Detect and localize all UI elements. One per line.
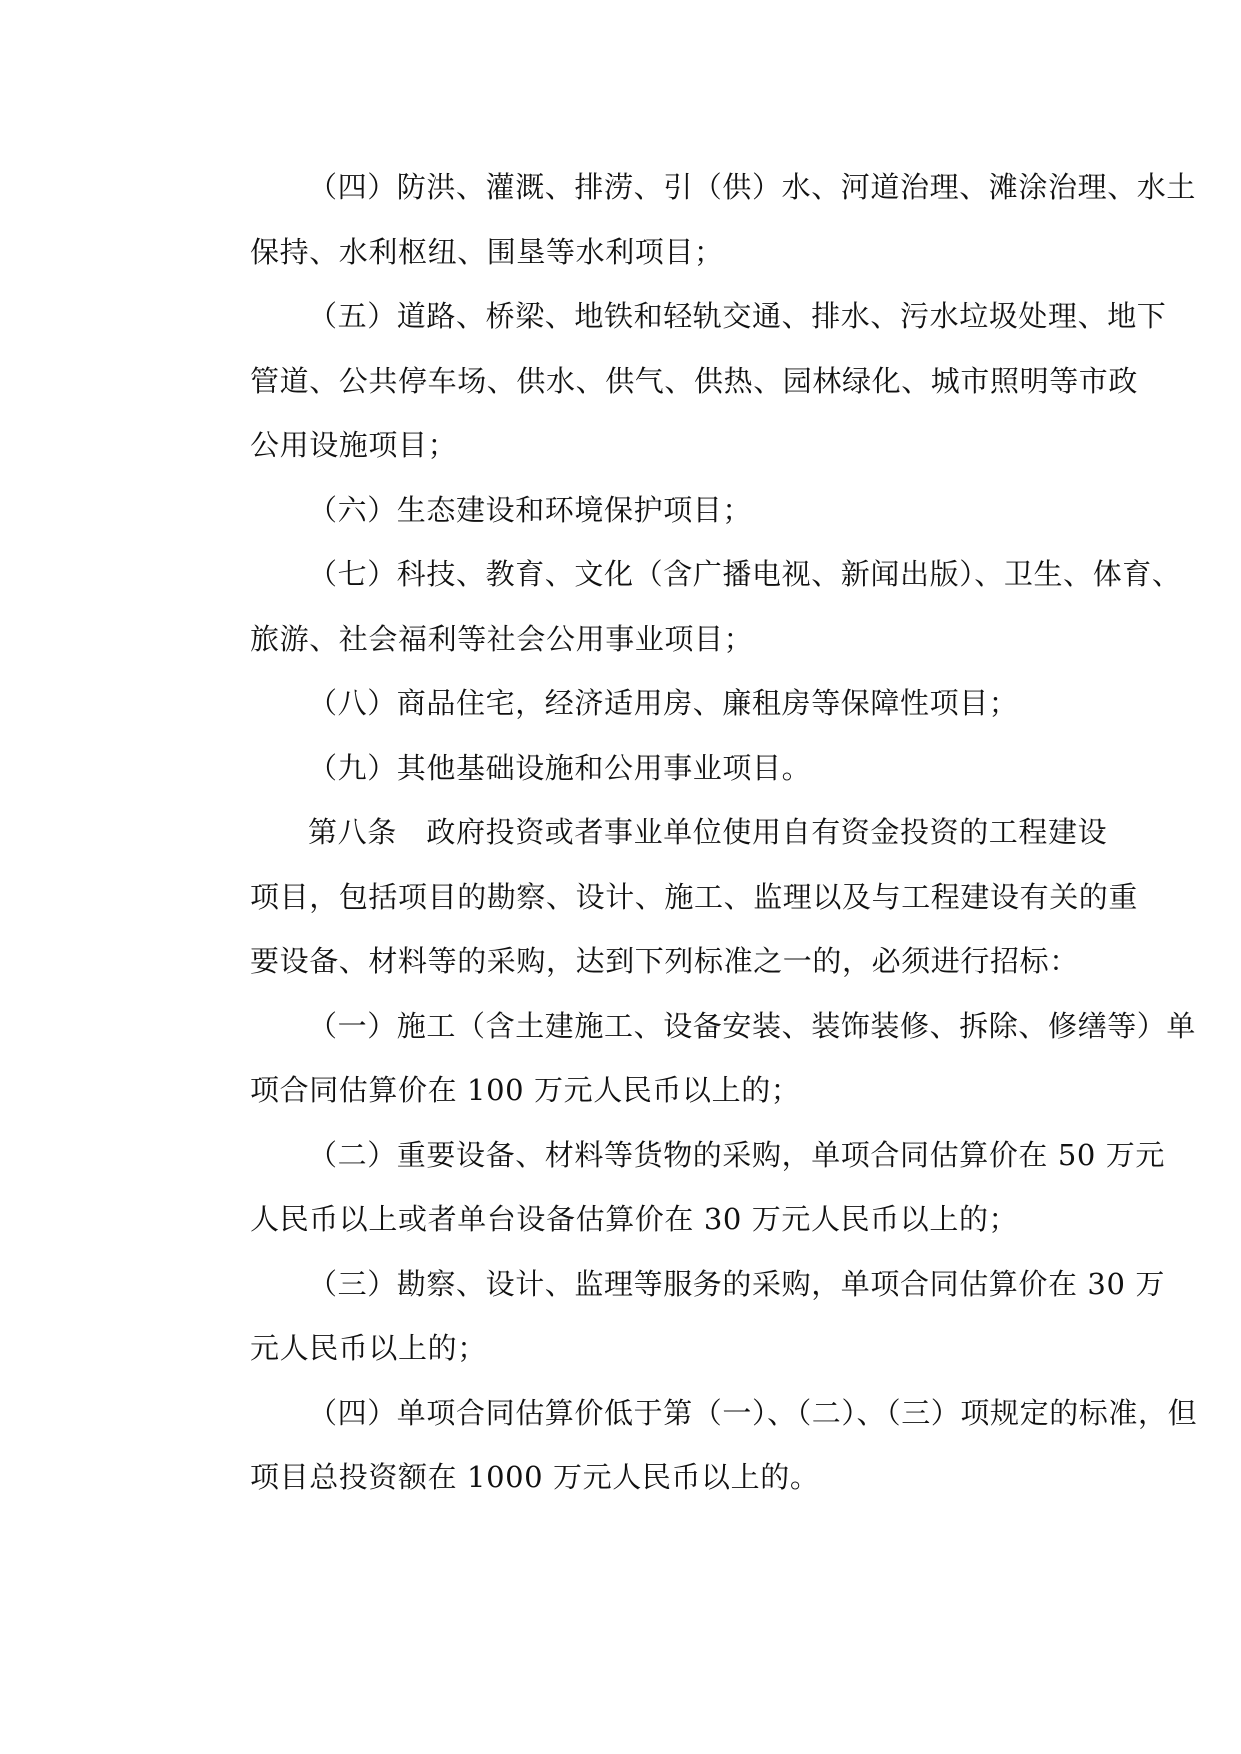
paragraph-line: （四）单项合同估算价低于第（一）、（二）、（三）项规定的标准，但: [308, 1395, 1198, 1430]
paragraph-item-5: [190, 284, 1167, 478]
paragraph-item-4: [190, 155, 1197, 284]
paragraph-line: 公用设施项目；: [250, 428, 458, 462]
paragraph-line: （四）防洪、灌溉、排涝、引（供）水、河道治理、滩涂治理、水土: [308, 170, 1197, 204]
paragraph-line: （七）科技、教育、文化（含广播电视、新闻出版）、卫生、体育、: [308, 557, 1182, 591]
article-8: [190, 800, 1139, 994]
paragraph-item-6: [190, 478, 1060, 543]
criterion-1: [190, 994, 1197, 1123]
paragraph-line: （二）重要设备、材料等货物的采购，单项合同估算价在 50 万元: [308, 1137, 1165, 1172]
paragraph-line: （一）施工（含土建施工、设备安装、装饰装修、拆除、修缮等）单: [308, 1008, 1197, 1043]
criterion-3: [190, 1252, 1165, 1381]
paragraph-line: （八）商品住宅，经济适用房、廉租房等保障性项目；: [308, 686, 1019, 720]
document-body: [190, 155, 1198, 1510]
paragraph-line: 要设备、材料等的采购，达到下列标准之一的，必须进行招标：: [250, 944, 1079, 978]
paragraph-item-8: [190, 671, 1060, 736]
criterion-2: [190, 1123, 1165, 1252]
criterion-4: [190, 1381, 1198, 1510]
paragraph-item-9: [190, 736, 1060, 801]
paragraph-line: （五）道路、桥梁、地铁和轻轨交通、排水、污水垃圾处理、地下: [308, 299, 1167, 333]
paragraph-line: 项目，包括项目的勘察、设计、施工、监理以及与工程建设有关的重: [250, 879, 1139, 914]
paragraph-line: 项目总投资额在 1000 万元人民币以上的。: [250, 1460, 820, 1494]
paragraph-line: 元人民币以上的；: [250, 1331, 487, 1365]
paragraph-line: 项合同估算价在 100 万元人民币以上的；: [250, 1073, 801, 1107]
paragraph-line: 保持、水利枢纽、围垦等水利项目；: [250, 234, 724, 269]
paragraph-line: （六）生态建设和环境保护项目；: [308, 492, 753, 527]
paragraph-line: （九）其他基础设施和公用事业项目。: [308, 750, 812, 785]
paragraph-line: 第八条 政府投资或者事业单位使用自有资金投资的工程建设: [308, 815, 1108, 849]
paragraph-line: 管道、公共停车场、供水、供气、供热、园林绿化、城市照明等市政: [250, 363, 1139, 398]
paragraph-line: （三）勘察、设计、监理等服务的采购，单项合同估算价在 30 万: [308, 1266, 1165, 1301]
paragraph-line: 人民币以上或者单台设备估算价在 30 万元人民币以上的；: [250, 1202, 1019, 1236]
paragraph-item-7: [190, 542, 1182, 671]
paragraph-line: 旅游、社会福利等社会公用事业项目；: [250, 621, 754, 656]
